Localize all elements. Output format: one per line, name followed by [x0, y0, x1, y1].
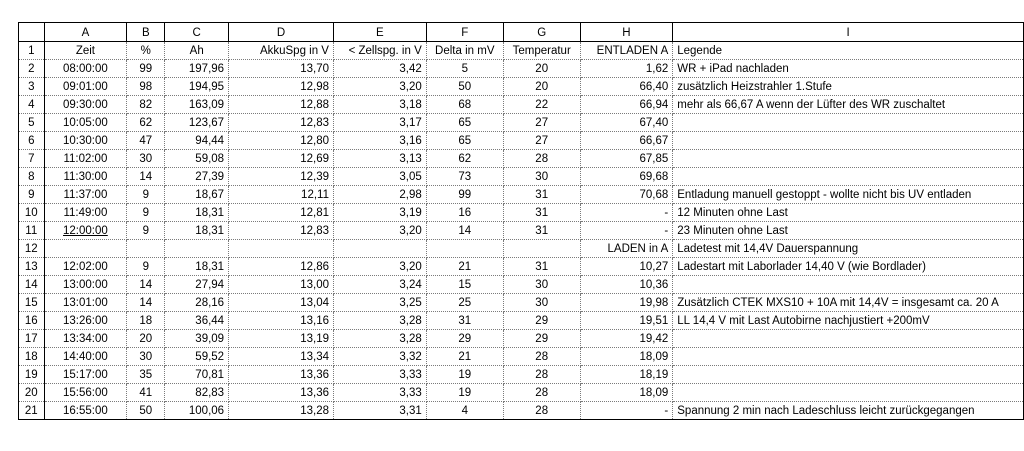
cell-h[interactable]: 10,36	[580, 276, 673, 294]
table-row	[19, 150, 1024, 168]
cell-g[interactable]: 30	[503, 168, 580, 186]
table-row	[19, 276, 1024, 294]
cell-a[interactable]: 15:56:00	[44, 384, 127, 402]
cell-g[interactable]: 31	[503, 186, 580, 204]
cell-e[interactable]: 3,33	[333, 384, 426, 402]
cell-d[interactable]: 13,19	[229, 330, 334, 348]
cell-h[interactable]: 69,68	[580, 168, 673, 186]
cell-b[interactable]: 47	[127, 132, 165, 150]
row-number[interactable]: 21	[19, 402, 45, 420]
cell-d[interactable]: 12,80	[229, 132, 334, 150]
table-row	[19, 60, 1024, 78]
cell-h[interactable]: 18,09	[580, 384, 673, 402]
table-row	[19, 366, 1024, 384]
cell-b[interactable]: 41	[127, 384, 165, 402]
cell-f[interactable]: 99	[426, 186, 503, 204]
cell-c[interactable]: 70,81	[165, 366, 229, 384]
cell-i[interactable]: 12 Minuten ohne Last	[673, 204, 1024, 222]
spreadsheet-grid	[18, 22, 1024, 420]
cell-e[interactable]: 3,31	[333, 402, 426, 420]
header-cell-zellspg[interactable]: < Zellspg. in V	[333, 42, 426, 60]
cell-a[interactable]: 11:49:00	[44, 204, 127, 222]
cell-c[interactable]: 94,44	[165, 132, 229, 150]
row-number[interactable]: 13	[19, 258, 45, 276]
table-row	[19, 312, 1024, 330]
cell-c[interactable]: 36,44	[165, 312, 229, 330]
cell-a[interactable]: 13:34:00	[44, 330, 127, 348]
cell-c[interactable]: 59,08	[165, 150, 229, 168]
cell-d[interactable]: 12,83	[229, 222, 334, 240]
cell-h[interactable]: 19,51	[580, 312, 673, 330]
cell-e[interactable]: 3,33	[333, 366, 426, 384]
cell-i[interactable]: Spannung 2 min nach Ladeschluss leicht zurückgegangen	[673, 402, 1024, 420]
cell-c[interactable]: 18,31	[165, 258, 229, 276]
column-header-f[interactable]: F	[426, 23, 503, 42]
table-row	[19, 168, 1024, 186]
row-number[interactable]: 4	[19, 96, 45, 114]
table-row	[19, 384, 1024, 402]
cell-h[interactable]: 67,85	[580, 150, 673, 168]
cell-g[interactable]: 29	[503, 312, 580, 330]
cell-e[interactable]: 3,16	[333, 132, 426, 150]
cell-f[interactable]: 14	[426, 222, 503, 240]
cell-g[interactable]: 31	[503, 222, 580, 240]
cell-d[interactable]: 13,36	[229, 384, 334, 402]
cell-c[interactable]: 59,52	[165, 348, 229, 366]
header-cell-ah[interactable]: Ah	[165, 42, 229, 60]
cell-b[interactable]: 82	[127, 96, 165, 114]
cell-g[interactable]: 30	[503, 276, 580, 294]
select-all-corner[interactable]	[19, 23, 45, 42]
cell-i[interactable]: Entladung manuell gestoppt - wollte nicht bis UV entladen	[673, 186, 1024, 204]
row-number[interactable]: 7	[19, 150, 45, 168]
table-row	[19, 402, 1024, 420]
cell-c[interactable]	[165, 240, 229, 258]
cell-g[interactable]: 22	[503, 96, 580, 114]
row-number[interactable]: 8	[19, 168, 45, 186]
cell-f[interactable]: 65	[426, 114, 503, 132]
cell-i[interactable]	[673, 366, 1024, 384]
cell-h[interactable]: 19,98	[580, 294, 673, 312]
cell-c[interactable]: 28,16	[165, 294, 229, 312]
cell-e[interactable]: 3,05	[333, 168, 426, 186]
cell-c[interactable]: 100,06	[165, 402, 229, 420]
table-row	[19, 330, 1024, 348]
cell-d[interactable]: 12,86	[229, 258, 334, 276]
cell-i[interactable]: LL 14,4 V mit Last Autobirne nachjustiert +200mV	[673, 312, 1024, 330]
column-header-h[interactable]: H	[580, 23, 673, 42]
cell-h[interactable]: 67,40	[580, 114, 673, 132]
cell-g[interactable]: 28	[503, 348, 580, 366]
row-number[interactable]: 20	[19, 384, 45, 402]
column-header-row	[19, 23, 1024, 42]
cell-f[interactable]: 50	[426, 78, 503, 96]
cell-c[interactable]: 123,67	[165, 114, 229, 132]
cell-b[interactable]: 9	[127, 258, 165, 276]
cell-c[interactable]: 27,94	[165, 276, 229, 294]
cell-b[interactable]: 14	[127, 276, 165, 294]
table-row	[19, 78, 1024, 96]
cell-c[interactable]: 18,67	[165, 186, 229, 204]
table-row	[19, 186, 1024, 204]
column-header-e[interactable]: E	[333, 23, 426, 42]
cell-h[interactable]: 66,94	[580, 96, 673, 114]
cell-b[interactable]: 50	[127, 402, 165, 420]
cell-i[interactable]	[673, 330, 1024, 348]
cell-h[interactable]: 10,27	[580, 258, 673, 276]
header-cell-delta[interactable]: Delta in mV	[426, 42, 503, 60]
cell-f[interactable]: 73	[426, 168, 503, 186]
cell-i[interactable]: Zusätzlich CTEK MXS10 + 10A mit 14,4V = insgesamt ca. 20 A	[673, 294, 1024, 312]
cell-f[interactable]: 31	[426, 312, 503, 330]
cell-f[interactable]	[426, 240, 503, 258]
cell-d[interactable]: 13,28	[229, 402, 334, 420]
cell-g[interactable]: 28	[503, 384, 580, 402]
cell-d[interactable]: 13,16	[229, 312, 334, 330]
row-number[interactable]: 14	[19, 276, 45, 294]
cell-a[interactable]: 11:30:00	[44, 168, 127, 186]
cell-d[interactable]: 12,98	[229, 78, 334, 96]
cell-e[interactable]: 2,98	[333, 186, 426, 204]
cell-a[interactable]: 11:37:00	[44, 186, 127, 204]
cell-c[interactable]: 82,83	[165, 384, 229, 402]
cell-d[interactable]: 13,04	[229, 294, 334, 312]
cell-e[interactable]: 3,28	[333, 330, 426, 348]
cell-h[interactable]: 1,62	[580, 60, 673, 78]
cell-d[interactable]: 12,81	[229, 204, 334, 222]
cell-g[interactable]: 20	[503, 60, 580, 78]
column-header-i[interactable]: I	[673, 23, 1024, 42]
cell-a[interactable]: 13:00:00	[44, 276, 127, 294]
cell-e[interactable]: 3,25	[333, 294, 426, 312]
cell-i[interactable]	[673, 276, 1024, 294]
cell-h[interactable]: LADEN in A	[580, 240, 673, 258]
cell-b[interactable]: 14	[127, 294, 165, 312]
cell-g[interactable]: 28	[503, 150, 580, 168]
cell-c[interactable]: 39,09	[165, 330, 229, 348]
table-row	[19, 294, 1024, 312]
cell-a[interactable]: 14:40:00	[44, 348, 127, 366]
row-number[interactable]: 12	[19, 240, 45, 258]
row-number[interactable]: 6	[19, 132, 45, 150]
cell-i[interactable]	[673, 114, 1024, 132]
row-number[interactable]: 15	[19, 294, 45, 312]
row-number[interactable]: 19	[19, 366, 45, 384]
cell-f[interactable]: 21	[426, 258, 503, 276]
cell-b[interactable]: 14	[127, 168, 165, 186]
cell-g[interactable]: 27	[503, 114, 580, 132]
cell-g[interactable]: 20	[503, 78, 580, 96]
table-row	[19, 222, 1024, 240]
cell-d[interactable]: 12,11	[229, 186, 334, 204]
table-row	[19, 240, 1024, 258]
cell-d[interactable]: 12,83	[229, 114, 334, 132]
cell-i[interactable]	[673, 132, 1024, 150]
table-row	[19, 348, 1024, 366]
table-row	[19, 258, 1024, 276]
cell-i[interactable]	[673, 150, 1024, 168]
header-cell-percent[interactable]: %	[127, 42, 165, 60]
cell-b[interactable]	[127, 240, 165, 258]
cell-a[interactable]: 10:30:00	[44, 132, 127, 150]
cell-a[interactable]: 08:00:00	[44, 60, 127, 78]
cell-a[interactable]: 09:30:00	[44, 96, 127, 114]
cell-e[interactable]: 3,17	[333, 114, 426, 132]
cell-i[interactable]: WR + iPad nachladen	[673, 60, 1024, 78]
cell-e[interactable]: 3,18	[333, 96, 426, 114]
cell-g[interactable]: 29	[503, 330, 580, 348]
row-number[interactable]: 5	[19, 114, 45, 132]
cell-i[interactable]	[673, 168, 1024, 186]
cell-h[interactable]: -	[580, 402, 673, 420]
cell-f[interactable]: 68	[426, 96, 503, 114]
table-row	[19, 132, 1024, 150]
cell-a[interactable]: 13:26:00	[44, 312, 127, 330]
column-header-c[interactable]: C	[165, 23, 229, 42]
row-number[interactable]: 10	[19, 204, 45, 222]
cell-b[interactable]: 9	[127, 222, 165, 240]
cell-e[interactable]: 3,32	[333, 348, 426, 366]
cell-b[interactable]: 62	[127, 114, 165, 132]
cell-d[interactable]: 12,88	[229, 96, 334, 114]
cell-a[interactable]: 10:05:00	[44, 114, 127, 132]
cell-e[interactable]: 3,28	[333, 312, 426, 330]
table-row	[19, 204, 1024, 222]
row-number[interactable]: 2	[19, 60, 45, 78]
cell-g[interactable]: 31	[503, 204, 580, 222]
row-number[interactable]: 1	[19, 42, 45, 60]
column-header-b[interactable]: B	[127, 23, 165, 42]
cell-d[interactable]: 13,70	[229, 60, 334, 78]
cell-b[interactable]: 98	[127, 78, 165, 96]
table-row	[19, 96, 1024, 114]
cell-h[interactable]: 18,19	[580, 366, 673, 384]
cell-f[interactable]: 4	[426, 402, 503, 420]
cell-c[interactable]: 197,96	[165, 60, 229, 78]
cell-b[interactable]: 35	[127, 366, 165, 384]
cell-f[interactable]: 21	[426, 348, 503, 366]
header-cell-akkuspg[interactable]: AkkuSpg in V	[229, 42, 334, 60]
cell-h[interactable]: 66,40	[580, 78, 673, 96]
row-number[interactable]: 17	[19, 330, 45, 348]
cell-c[interactable]: 18,31	[165, 204, 229, 222]
cell-e[interactable]: 3,42	[333, 60, 426, 78]
cell-f[interactable]: 62	[426, 150, 503, 168]
cell-b[interactable]: 18	[127, 312, 165, 330]
cell-h[interactable]: -	[580, 222, 673, 240]
cell-d[interactable]: 13,00	[229, 276, 334, 294]
cell-i[interactable]: mehr als 66,67 A wenn der Lüfter des WR zuschaltet	[673, 96, 1024, 114]
cell-d[interactable]: 12,39	[229, 168, 334, 186]
cell-a[interactable]: 16:55:00	[44, 402, 127, 420]
table-header-row	[19, 42, 1024, 60]
cell-b[interactable]: 99	[127, 60, 165, 78]
cell-f[interactable]: 65	[426, 132, 503, 150]
cell-a[interactable]: 13:01:00	[44, 294, 127, 312]
row-number[interactable]: 18	[19, 348, 45, 366]
cell-d[interactable]: 13,36	[229, 366, 334, 384]
cell-f[interactable]: 16	[426, 204, 503, 222]
cell-c[interactable]: 194,95	[165, 78, 229, 96]
cell-a[interactable]	[44, 240, 127, 258]
row-number[interactable]: 3	[19, 78, 45, 96]
cell-g[interactable]: 28	[503, 366, 580, 384]
cell-c[interactable]: 163,09	[165, 96, 229, 114]
cell-g[interactable]	[503, 240, 580, 258]
cell-h[interactable]: 66,67	[580, 132, 673, 150]
cell-f[interactable]: 19	[426, 384, 503, 402]
cell-f[interactable]: 29	[426, 330, 503, 348]
cell-i[interactable]: 23 Minuten ohne Last	[673, 222, 1024, 240]
cell-a[interactable]: 11:02:00	[44, 150, 127, 168]
row-number[interactable]: 11	[19, 222, 45, 240]
cell-e[interactable]: 3,19	[333, 204, 426, 222]
header-cell-zeit[interactable]: Zeit	[44, 42, 127, 60]
cell-i[interactable]: zusätzlich Heizstrahler 1.Stufe	[673, 78, 1024, 96]
cell-e[interactable]: 3,20	[333, 222, 426, 240]
cell-h[interactable]: 70,68	[580, 186, 673, 204]
cell-a[interactable]: 09:01:00	[44, 78, 127, 96]
header-cell-entladen[interactable]: ENTLADEN A	[580, 42, 673, 60]
cell-c[interactable]: 27,39	[165, 168, 229, 186]
cell-i[interactable]	[673, 384, 1024, 402]
cell-f[interactable]: 15	[426, 276, 503, 294]
cell-i[interactable]: Ladestart mit Laborlader 14,40 V (wie Bordlader)	[673, 258, 1024, 276]
column-header-a[interactable]: A	[44, 23, 127, 42]
cell-a[interactable]: 12:02:00	[44, 258, 127, 276]
cell-f[interactable]: 25	[426, 294, 503, 312]
cell-a[interactable]: 15:17:00	[44, 366, 127, 384]
row-number[interactable]: 9	[19, 186, 45, 204]
row-number[interactable]: 16	[19, 312, 45, 330]
cell-e[interactable]: 3,24	[333, 276, 426, 294]
cell-b[interactable]: 30	[127, 150, 165, 168]
cell-b[interactable]: 9	[127, 204, 165, 222]
cell-d[interactable]	[229, 240, 334, 258]
header-cell-legende[interactable]: Legende	[673, 42, 1024, 60]
column-header-d[interactable]: D	[229, 23, 334, 42]
cell-f[interactable]: 5	[426, 60, 503, 78]
cell-e[interactable]: 3,20	[333, 78, 426, 96]
cell-g[interactable]: 30	[503, 294, 580, 312]
cell-a[interactable]: 12:00:00	[44, 222, 127, 240]
cell-d[interactable]: 13,34	[229, 348, 334, 366]
cell-b[interactable]: 30	[127, 348, 165, 366]
cell-i[interactable]: Ladetest mit 14,4V Dauerspannung	[673, 240, 1024, 258]
cell-h[interactable]: 18,09	[580, 348, 673, 366]
cell-e[interactable]: 3,13	[333, 150, 426, 168]
cell-b[interactable]: 9	[127, 186, 165, 204]
cell-b[interactable]: 20	[127, 330, 165, 348]
cell-d[interactable]: 12,69	[229, 150, 334, 168]
table-row	[19, 114, 1024, 132]
cell-c[interactable]: 18,31	[165, 222, 229, 240]
cell-g[interactable]: 31	[503, 258, 580, 276]
header-cell-temperatur[interactable]: Temperatur	[503, 42, 580, 60]
cell-h[interactable]: -	[580, 204, 673, 222]
cell-h[interactable]: 19,42	[580, 330, 673, 348]
column-header-g[interactable]: G	[503, 23, 580, 42]
cell-e[interactable]: 3,20	[333, 258, 426, 276]
cell-g[interactable]: 28	[503, 402, 580, 420]
cell-f[interactable]: 19	[426, 366, 503, 384]
cell-e[interactable]	[333, 240, 426, 258]
cell-g[interactable]: 27	[503, 132, 580, 150]
cell-i[interactable]	[673, 348, 1024, 366]
